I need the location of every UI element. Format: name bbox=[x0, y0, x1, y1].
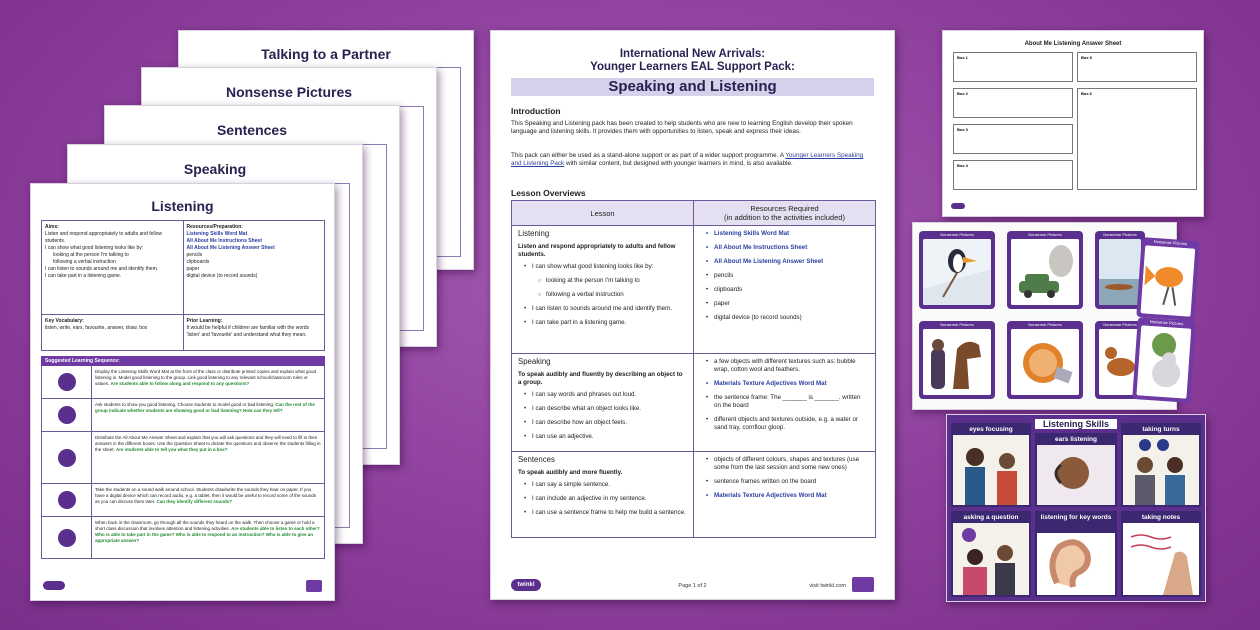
aims-cell bbox=[42, 221, 184, 315]
lesson-plan-table bbox=[41, 220, 325, 351]
resource-item: pencils bbox=[186, 252, 203, 258]
sequence-question: Are students able to tell you what they put in a box? bbox=[116, 447, 228, 452]
list-item: • I can show what good listening looks like by: bbox=[526, 263, 687, 271]
sequence-text: Display the Listening Skills Word Mat at the front of the class or distribute printed copies and explain what good listening is. Model good listening to the group. Link good listening to any relevant school/classroom rules or values. bbox=[95, 369, 317, 386]
list-item: • I can describe what an object looks like. bbox=[526, 405, 687, 413]
page-title: Sentences bbox=[216, 122, 288, 138]
introduction-heading: Introduction bbox=[511, 106, 561, 116]
lesson-overviews-heading: Lesson Overviews bbox=[511, 188, 586, 198]
list-item: • I can include an adjective in my sentence. bbox=[526, 495, 687, 503]
vocab-heading: Key Vocabulary: bbox=[45, 318, 84, 324]
twinkl-logo: twinkl bbox=[511, 579, 541, 591]
sequence-question: Are students able to listen to each other? Who is able to take part in the game? Who is able to respond to an instruction? Who is able to give an appropriate answer? bbox=[95, 526, 320, 543]
penguin-picture bbox=[923, 239, 991, 305]
box-label: Box 4 bbox=[957, 163, 968, 168]
listening-skills-poster bbox=[946, 414, 1206, 602]
column-header-lesson: Lesson bbox=[512, 201, 694, 226]
twinkl-logo bbox=[43, 581, 65, 590]
list-item: • objects of different colours, shapes and textures (use some from the last session and some new ones) bbox=[708, 456, 869, 472]
list-item: • paper bbox=[708, 300, 869, 308]
vocab-text: listen, write, ears, favourite, answer, draw, box bbox=[45, 325, 148, 331]
list-item: • I can listen to sounds around me and identify them. bbox=[526, 305, 687, 313]
introduction-paragraph-1: This Speaking and Listening pack has been created to help students who are new to learning English develop their spoken language and listening skills. It provides them with opportunities to listen, speak and express their ideas. bbox=[511, 120, 853, 135]
card-label: Nonsense Pictures bbox=[1103, 322, 1137, 327]
page-heading: Speaking and Listening bbox=[511, 78, 874, 96]
card-label: Nonsense Pictures bbox=[1028, 322, 1062, 327]
page-listening bbox=[30, 183, 335, 601]
table-row bbox=[512, 226, 876, 354]
ears-listening-picture bbox=[1037, 445, 1115, 505]
vocab-cell bbox=[42, 315, 184, 351]
skill-tile bbox=[951, 511, 1031, 597]
resources-cell bbox=[183, 221, 325, 315]
sequence-row bbox=[41, 484, 325, 517]
list-item: • I can take part in a listening game. bbox=[526, 319, 687, 327]
learning-sequence bbox=[41, 356, 325, 559]
sequence-text: Take the students on a sound walk around school. Students draw/write the sounds they hear on paper. If you have a digital device which can record audio, e.g. a tablet, then it would be useful to record some of the sounds as you can discuss them later. bbox=[95, 487, 317, 504]
car-butterfly-picture bbox=[1011, 239, 1079, 305]
box-label: Box 1 bbox=[957, 55, 968, 60]
footer-url[interactable]: visit twinkl.com bbox=[809, 583, 846, 589]
aims-subitem: looking at the person I'm talking to bbox=[53, 252, 129, 258]
aims-item: I can show what good listening looks like by: bbox=[45, 245, 144, 251]
list-item: ○ looking at the person I'm talking to bbox=[540, 277, 687, 285]
badge-icon bbox=[306, 580, 322, 592]
twinkl-logo bbox=[951, 203, 965, 209]
list-item: • pencils bbox=[708, 272, 869, 280]
worksheet-icon bbox=[58, 449, 76, 467]
asking-question-picture bbox=[953, 523, 1029, 595]
card-label: Nonsense Pictures bbox=[1028, 232, 1062, 237]
prior-cell bbox=[183, 315, 325, 351]
list-item: • I can use an adjective. bbox=[526, 433, 687, 441]
pack-title-line2: Younger Learners EAL Support Pack: bbox=[590, 61, 795, 73]
resource-item: paper bbox=[186, 266, 200, 272]
list-item: • clipboards bbox=[708, 286, 869, 294]
pack-title-line1: International New Arrivals: bbox=[619, 48, 766, 60]
list-item: • a few objects with different textures such as: bubble wrap, cotton wool and feathers. bbox=[708, 358, 869, 374]
column-header-resources bbox=[694, 201, 876, 226]
resource-item: digital device (to record sounds) bbox=[186, 273, 258, 279]
taking-turns-picture bbox=[1123, 435, 1199, 505]
aims-item: I can take part in a listening game. bbox=[45, 273, 122, 279]
resource-link[interactable]: • Materials Texture Adjectives Word Mat bbox=[708, 492, 869, 500]
badge-icon bbox=[852, 577, 874, 592]
lesson-name: Sentences bbox=[518, 455, 555, 464]
sequence-row bbox=[41, 399, 325, 432]
answer-box bbox=[953, 160, 1073, 190]
box-label: Box 3 bbox=[957, 127, 968, 132]
page-title: Listening bbox=[151, 198, 214, 214]
sequence-text: Distribute the All About Me Answer Sheet and explain that you will ask questions and they will need to fill in their answers in the different boxes. Use the Question Sheet to dictate the questions and observe the students filling in the sheet. bbox=[95, 435, 321, 452]
sequence-question: Can they identify different sounds? bbox=[156, 499, 233, 504]
skill-tile bbox=[1035, 511, 1117, 597]
aims-heading: Aims: bbox=[45, 224, 59, 230]
eyes-focusing-picture bbox=[953, 435, 1029, 505]
answer-box bbox=[953, 88, 1073, 118]
list-item: • digital device (to record sounds) bbox=[708, 314, 869, 322]
list-item: • I can use a sentence frame to help me build a sentence. bbox=[526, 509, 687, 517]
lesson-name: Listening bbox=[518, 229, 550, 238]
aims-text: Listen and respond appropriately to adults and fellow students. bbox=[45, 231, 163, 244]
resource-link[interactable]: • Materials Texture Adjectives Word Mat bbox=[708, 380, 869, 388]
list-item: • different objects and textures outside, e.g. a water or sand tray, cornflour gloop. bbox=[708, 416, 869, 432]
resource-link[interactable]: • All About Me Listening Answer Sheet bbox=[708, 258, 869, 266]
resources-header-line1: Resources Required bbox=[750, 204, 819, 213]
skill-label: listening for key words bbox=[1037, 513, 1115, 533]
card-goldfish bbox=[1136, 237, 1199, 321]
box-label: Box 2 bbox=[957, 91, 968, 96]
sequence-row bbox=[41, 432, 325, 484]
lesson-overview-table bbox=[511, 200, 876, 538]
card-label: Nonsense Pictures bbox=[940, 322, 974, 327]
skill-label: taking notes bbox=[1123, 513, 1199, 523]
list-item: ○ following a verbal instruction bbox=[540, 291, 687, 299]
cat-tree-picture bbox=[1136, 325, 1191, 398]
card-label: Nonsense Pictures bbox=[1153, 238, 1188, 247]
sequence-row bbox=[41, 517, 325, 559]
skill-tile bbox=[1121, 511, 1201, 597]
hedgehog-picture bbox=[1011, 329, 1079, 395]
resource-link[interactable]: • Listening Skills Word Mat bbox=[708, 230, 869, 238]
taking-notes-picture bbox=[1123, 523, 1199, 595]
skill-label: taking turns bbox=[1123, 425, 1199, 435]
page-title: Speaking bbox=[183, 161, 247, 177]
intro-text: with similar content, but designed with younger learners in mind, is also available. bbox=[564, 160, 793, 167]
card-label: Nonsense Pictures bbox=[940, 232, 974, 237]
card-penguin bbox=[919, 231, 995, 309]
resource-item: clipboards bbox=[186, 259, 210, 265]
list-item: • sentence frames written on the board bbox=[708, 478, 869, 486]
resource-link[interactable]: All About Me Instructions Sheet bbox=[186, 238, 262, 244]
prior-heading: Prior Learning: bbox=[186, 318, 223, 324]
list-item: • I can describe how an object feels. bbox=[526, 419, 687, 427]
resource-link[interactable]: • All About Me Instructions Sheet bbox=[708, 244, 869, 252]
page-number: Page 1 of 2 bbox=[678, 583, 707, 589]
list-item: • I can say words and phrases out loud. bbox=[526, 391, 687, 399]
sequence-question: Can the rest of the group indicate whether students are showing good or bad listening? How can they tell? bbox=[95, 402, 315, 413]
sequence-text: When back in the classroom, go through all the sounds they heard on the walk. Then choose a game or hold a short class discussion that involves attention and listening activities. bbox=[95, 520, 315, 531]
resources-header-line2: (in addition to the activities included) bbox=[724, 213, 845, 222]
card-label: Nonsense Pictures bbox=[1103, 232, 1137, 237]
goldfish-picture bbox=[1141, 245, 1196, 316]
nonsense-picture-cards bbox=[912, 222, 1188, 410]
lesson-aim: To speak audibly and more fluently. bbox=[518, 469, 623, 476]
table-row bbox=[512, 452, 876, 538]
prior-text: It would be helpful if children are familiar with the words 'listen' and 'favourite' and understand what they mean. bbox=[186, 325, 310, 338]
sequence-question: Are students able to follow along and respond to any questions? bbox=[110, 381, 250, 386]
card-hedgehog bbox=[1007, 321, 1083, 399]
resource-link[interactable]: Listening Skills Word Mat bbox=[186, 231, 248, 237]
resources-heading: Resources/Preparation: bbox=[186, 224, 243, 230]
lesson-aim: Listen and respond appropriately to adults and fellow students. bbox=[518, 243, 676, 258]
skill-tile bbox=[1121, 423, 1201, 507]
lesson-aim: To speak audibly and fluently by describing an object to a group. bbox=[518, 371, 683, 386]
ear-keywords-picture bbox=[1037, 533, 1115, 595]
list-item: • the sentence frame: The _______ is _______. written on the board bbox=[708, 394, 869, 410]
box-label: Box 5 bbox=[1081, 55, 1092, 60]
intro-text: This pack can either be used as a stand-alone support or as part of a wider support programme. A bbox=[511, 152, 786, 159]
page-title: Talking to a Partner bbox=[261, 46, 391, 62]
landscape-picture bbox=[1099, 239, 1141, 305]
skill-label: eyes focusing bbox=[953, 425, 1029, 435]
pack-title bbox=[491, 48, 894, 74]
card-label: Nonsense Pictures bbox=[1149, 318, 1184, 327]
sequence-text: Ask students to show you good listening. Choose students to model good or bad listening. bbox=[95, 402, 275, 407]
resource-link[interactable]: All About Me Listening Answer Sheet bbox=[186, 245, 275, 251]
people-icon bbox=[58, 406, 76, 424]
younger-learners-pack-link[interactable]: Younger Learners Speaking and Listening Pack bbox=[511, 152, 864, 167]
page-overview bbox=[490, 30, 895, 600]
sequence-heading: Suggested Learning Sequence: bbox=[41, 356, 325, 366]
list-item: • I can say a simple sentence. bbox=[526, 481, 687, 489]
answer-box bbox=[1077, 52, 1197, 82]
walk-icon bbox=[58, 491, 76, 509]
answer-box bbox=[1077, 88, 1197, 190]
display-icon bbox=[58, 373, 76, 391]
skill-label: ears listening bbox=[1037, 435, 1115, 445]
poster-title: Listening Skills bbox=[1035, 419, 1117, 429]
sequence-row bbox=[41, 366, 325, 399]
answer-box bbox=[953, 124, 1073, 154]
card-cat-tree bbox=[1132, 317, 1196, 403]
page-title: Nonsense Pictures bbox=[225, 84, 353, 100]
table-row bbox=[512, 354, 876, 452]
card-horse bbox=[919, 321, 995, 399]
box-label: Box 6 bbox=[1081, 91, 1092, 96]
answer-box bbox=[953, 52, 1073, 82]
horse-picture bbox=[923, 329, 991, 395]
skill-label: asking a question bbox=[953, 513, 1029, 523]
answer-sheet-title: About Me Listening Answer Sheet bbox=[1024, 41, 1122, 47]
page-answer-sheet bbox=[942, 30, 1204, 217]
aims-subitem: following a verbal instruction bbox=[53, 259, 116, 265]
skill-tile bbox=[951, 423, 1031, 507]
aims-item: I can listen to sounds around me and identify them. bbox=[45, 266, 159, 272]
skill-tile bbox=[1035, 433, 1117, 507]
classroom-icon bbox=[58, 529, 76, 547]
card-car-butterfly bbox=[1007, 231, 1083, 309]
lesson-name: Speaking bbox=[518, 357, 551, 366]
introduction-paragraph-2 bbox=[511, 152, 874, 168]
